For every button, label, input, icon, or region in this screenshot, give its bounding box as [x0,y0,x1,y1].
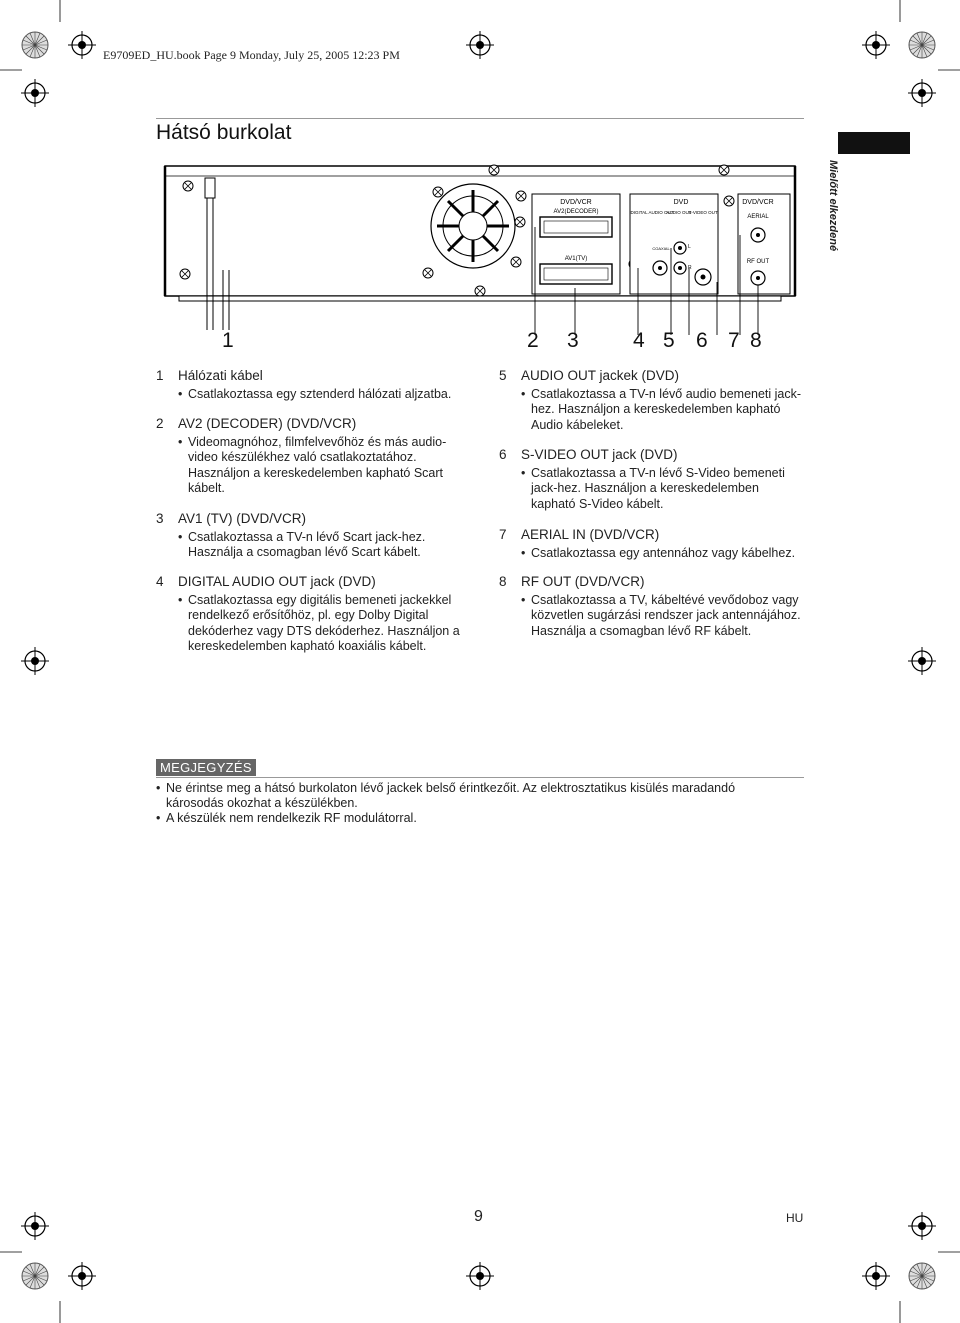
item-title: RF OUT (DVD/VCR) [521,574,645,589]
note-label: MEGJEGYZÉS [156,759,256,776]
item-title: S-VIDEO OUT jack (DVD) [521,447,678,462]
note-text: Ne érintse meg a hátsó burkolaton lévő jackek belső érintkezőit. Az elektrosztatikus kisülés maradandó károsodás okozhat a készülékben. [166,781,736,810]
item-text: Csatlakoztassa a TV-n lévő Scart jack-hez. Használja a csomagban lévő Scart kábelt. [188,529,426,559]
item-number: 1 [156,368,164,383]
item-title: AUDIO OUT jackek (DVD) [521,368,680,383]
callout-8: 8 [750,329,762,352]
item-text: Csatlakoztassa a TV-n lévő S-Video bemeneti jack-hez. Használjon a kereskedelemben kapható S-Video kábelt. [531,465,785,511]
label-av2: AV2(DECODER) [553,209,599,215]
side-tab-label: Mielőtt elkezdené [827,160,839,252]
item-1: 1 Hálózati kábel • Csatlakoztassa egy sztenderd hálózati aljzatba. [156,368,466,402]
item-text: Csatlakoztassa egy antennához vagy kábelhez. [531,545,796,560]
item-number: 8 [499,574,507,589]
callout-5: 5 [663,329,675,352]
item-7: 7 AERIAL IN (DVD/VCR) • Csatlakoztassa egy antennához vagy kábelhez. [499,527,804,561]
label-l: L [688,244,691,250]
item-number: 2 [156,416,164,431]
item-3: 3 AV1 (TV) (DVD/VCR) • Csatlakoztassa a TV-n lévő Scart jack-hez. Használja a csomagban lévő Scart kábelt. [156,511,466,561]
label-r: R [688,265,692,271]
item-text: Videomagnóhoz, filmfelvevőhöz és más audio-video készülékhez való csatlakoztatához. Használjon a kereskedelemben kapható Scart kábelt. [188,434,447,495]
print-header: E9709ED_HU.book Page 9 Monday, July 25, 2005 12:23 PM [103,48,400,62]
item-title: Hálózati kábel [178,368,263,383]
note-item: • Ne érintse meg a hátsó burkolaton lévő jackek belső érintkezőit. Az elektrosztatikus kisülés maradandó károsodás okozhat a készülékben. [156,781,796,811]
callout-1: 1 [222,329,234,352]
item-text: Csatlakoztassa a TV-n lévő audio bemeneti jack-hez. Használjon a kereskedelemben kapható Audio kábeleket. [531,386,802,432]
item-number: 7 [499,527,507,542]
callout-3: 3 [567,329,579,352]
item-8: 8 RF OUT (DVD/VCR) • Csatlakoztassa a TV, kábeltévé vevődoboz vagy közvetlen sugárzási rendszer jack antennájához. Használja a csomagban lévő RF kábelt. [499,574,804,639]
callout-7: 7 [728,329,740,352]
item-text: Csatlakoztassa egy digitális bemeneti jackekkel rendelkező erősítőhöz, pl. egy Dolby Digital dekóderhez vagy DTS dekóderhez. Használjon a kereskedelemben kapható koaxiális kábelt. [188,592,460,653]
item-number: 4 [156,574,164,589]
item-5: 5 AUDIO OUT jackek (DVD) • Csatlakoztassa a TV-n lévő audio bemeneti jack-hez. Használjon a kereskedelemben kapható Audio kábeleket. [499,368,804,433]
language-code: HU [786,1211,804,1225]
note-text: A készülék nem rendelkezik RF modulátorral. [166,811,417,825]
title-rule [156,118,804,119]
callout-6: 6 [696,329,708,352]
label-coaxial: COAXIAL [652,246,670,251]
rear-panel-diagram [155,160,805,340]
callout-4: 4 [633,329,645,352]
item-6: 6 S-VIDEO OUT jack (DVD) • Csatlakoztassa a TV-n lévő S-Video bemeneti jack-hez. Használjon a kereskedelemben kapható S-Video kábelt. [499,447,804,512]
item-2: 2 AV2 (DECODER) (DVD/VCR) • Videomagnóhoz, filmfelvevőhöz és más audio-video készülékhez való csatlakoztatához. Használjon a kereskedelemben kapható Scart kábelt. [156,416,466,497]
label-dvdvcr-right: DVD/VCR [742,199,774,206]
item-4: 4 DIGITAL AUDIO OUT jack (DVD) • Csatlakoztassa egy digitális bemeneti jackekkel rendelkező erősítőhöz, pl. egy Dolby Digital dekóderhez vagy DTS dekóderhez. Használjon a kereskedelemben kapható koaxiális kábelt. [156,574,466,655]
label-audio-out: AUDIO OUT [666,210,692,215]
item-title: AERIAL IN (DVD/VCR) [521,527,660,542]
item-number: 5 [499,368,507,383]
label-svideo-out: S-VIDEO OUT [688,210,718,215]
page-title: Hátsó burkolat [156,121,292,144]
note-rule [156,777,804,778]
label-dvdvcr-top: DVD/VCR [560,199,592,206]
page-number: 9 [474,1208,483,1225]
label-digital-audio: DIGITAL AUDIO OUT [630,210,674,215]
item-title: AV2 (DECODER) (DVD/VCR) [178,416,357,431]
item-number: 6 [499,447,507,462]
label-dvd: DVD [673,199,689,206]
side-tab [822,160,840,280]
side-tab-block [838,132,910,154]
item-text: Csatlakoztassa a TV, kábeltévé vevődoboz vagy közvetlen sugárzási rendszer jack antennájához. Használja a csomagban lévő RF kábelt. [531,592,801,638]
item-title: AV1 (TV) (DVD/VCR) [178,511,307,526]
item-title: DIGITAL AUDIO OUT jack (DVD) [178,574,376,589]
item-number: 3 [156,511,164,526]
item-text: Csatlakoztassa egy sztenderd hálózati aljzatba. [188,386,452,401]
callout-2: 2 [527,329,539,352]
label-av1: AV1(TV) [564,256,588,262]
label-aerial: AERIAL [747,214,769,220]
label-rf-out: RF OUT [746,259,770,265]
note-item: • A készülék nem rendelkezik RF modulátorral. [156,811,796,826]
